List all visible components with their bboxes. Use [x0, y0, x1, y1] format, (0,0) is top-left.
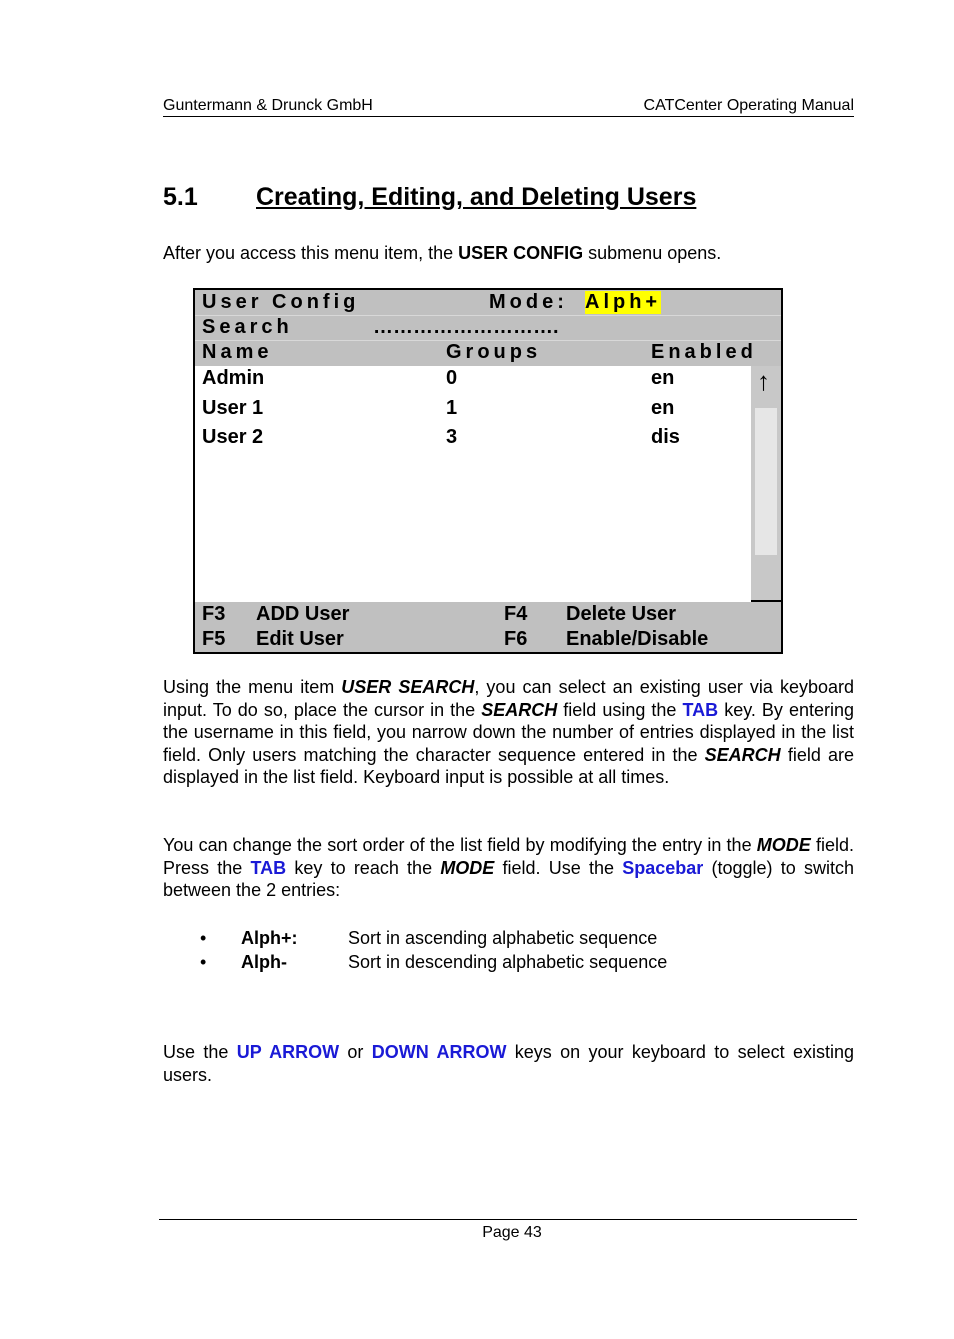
- key-name: Spacebar: [622, 857, 704, 878]
- f4-key: F4: [504, 603, 528, 625]
- emphasis: USER SEARCH: [341, 677, 475, 697]
- user-enabled: en: [651, 367, 675, 389]
- f5-key: F5: [202, 628, 226, 650]
- option-name: Alph-: [241, 952, 287, 972]
- section-number: 5.1: [163, 183, 198, 211]
- key-name: UP ARROW: [236, 1042, 340, 1062]
- key-name: DOWN ARROW: [371, 1042, 507, 1062]
- header-company: Guntermann & Drunck GmbH: [163, 97, 373, 114]
- emphasis: SEARCH: [481, 699, 558, 720]
- column-header-groups: Groups: [446, 341, 542, 363]
- user-name[interactable]: Admin: [202, 367, 265, 389]
- text: or: [339, 1042, 372, 1062]
- option-description: Sort in descending alphabetic sequence: [348, 952, 668, 972]
- text: Using the menu item: [163, 677, 342, 697]
- delete-user-action[interactable]: Delete User: [566, 603, 677, 625]
- intro-text-end: submenu opens.: [583, 243, 722, 263]
- search-field[interactable]: ……………………….: [373, 316, 559, 338]
- user-groups: 1: [446, 397, 458, 419]
- emphasis: MODE: [440, 857, 495, 878]
- user-config-screen: [193, 288, 783, 654]
- intro-text: After you access this menu item, the: [163, 243, 459, 263]
- add-user-action[interactable]: ADD User: [256, 603, 350, 625]
- footer-rule: [159, 1219, 857, 1220]
- screen-header: [195, 290, 781, 366]
- text: keys on your keyboard to select existing users.: [163, 1042, 855, 1085]
- user-enabled: en: [651, 397, 675, 419]
- list-scrollbar[interactable]: [751, 366, 781, 602]
- bullet-icon: •: [200, 928, 207, 948]
- f6-key: F6: [504, 628, 528, 650]
- search-label: Search: [202, 316, 293, 338]
- text: field. Use the: [494, 857, 623, 878]
- page-header: [163, 97, 854, 117]
- f3-key: F3: [202, 603, 226, 625]
- user-groups: 3: [446, 426, 458, 448]
- user-name[interactable]: User 1: [202, 397, 264, 419]
- text: field using the: [557, 699, 683, 720]
- mode-label: Mode:: [489, 291, 568, 313]
- key-name: TAB: [682, 699, 719, 720]
- option-name: Alph+:: [241, 928, 298, 948]
- header-manual-title: CATCenter Operating Manual: [643, 97, 854, 114]
- key-name: TAB: [250, 857, 287, 878]
- user-name[interactable]: User 2: [202, 426, 264, 448]
- text: You can change the sort order of the list field by modifying the entry in the: [163, 835, 757, 855]
- text: key to reach the: [286, 857, 441, 878]
- bullet-icon: •: [200, 952, 207, 972]
- function-key-bar: [195, 602, 781, 652]
- column-header-name: Name: [202, 341, 273, 363]
- enable-disable-action[interactable]: Enable/Disable: [566, 628, 709, 650]
- arrows-paragraph: [163, 1041, 854, 1086]
- text: field. Press the: [163, 835, 854, 878]
- option-description: Sort in ascending alphabetic sequence: [348, 928, 658, 948]
- search-paragraph: [163, 676, 854, 789]
- text: field are displayed in the list field. Keyboard input is possible at all times.: [163, 744, 854, 788]
- text: key. By entering the username in this field, you narrow down the number of entries displayed in the list field. Only users matching the character sequence entered in the: [163, 699, 855, 765]
- emphasis: SEARCH: [704, 744, 781, 765]
- text: Use the: [163, 1042, 237, 1062]
- user-enabled: dis: [651, 426, 680, 448]
- sort-paragraph: [163, 834, 854, 902]
- column-header-enabled: Enabled: [651, 341, 757, 363]
- mode-field[interactable]: Alph+: [585, 291, 662, 313]
- page-number: Page 43: [482, 1224, 542, 1241]
- text: , you can select an existing user via keyboard input. To do so, place the cursor in the: [163, 677, 854, 720]
- edit-user-action[interactable]: Edit User: [256, 628, 344, 650]
- scrollbar-track[interactable]: [755, 408, 777, 555]
- intro-paragraph: [163, 242, 854, 265]
- scroll-up-arrow-icon[interactable]: ↑: [757, 366, 770, 396]
- section-title: Creating, Editing, and Deleting Users: [256, 183, 697, 211]
- intro-bold: USER CONFIG: [458, 243, 584, 263]
- emphasis: MODE: [756, 835, 811, 855]
- user-groups: 0: [446, 367, 458, 389]
- text: (toggle) to switch between the 2 entries:: [163, 857, 855, 901]
- screen-title: User Config: [202, 291, 360, 313]
